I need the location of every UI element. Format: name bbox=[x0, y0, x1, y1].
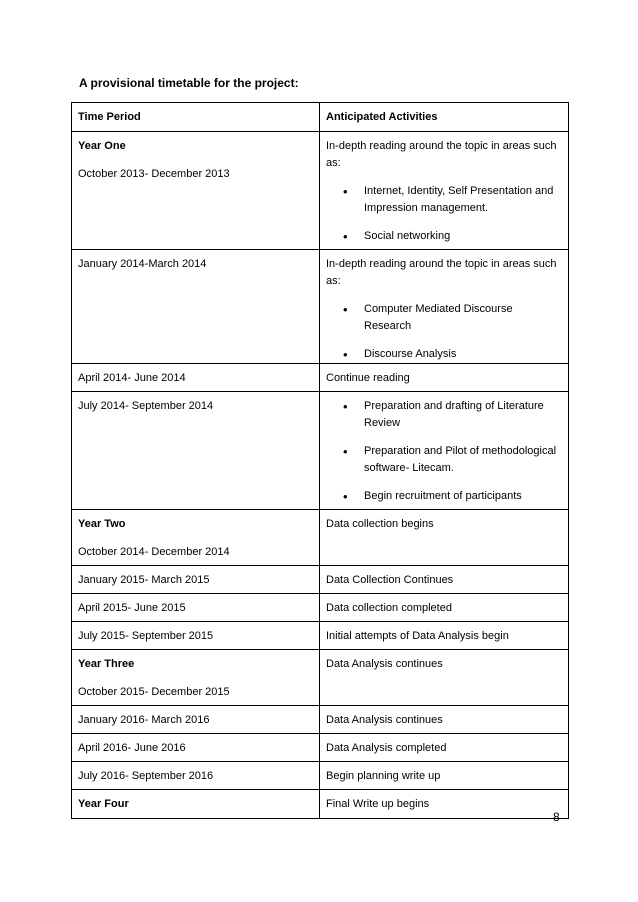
list-item: • Social networking bbox=[326, 228, 562, 245]
row-period: July 2016- September 2016 bbox=[78, 770, 214, 782]
row-period: January 2015- March 2015 bbox=[78, 574, 210, 586]
row-activity: Begin planning write up bbox=[326, 770, 441, 782]
row-activity: Data Analysis continues bbox=[326, 658, 443, 670]
row-period: Year Two bbox=[78, 518, 126, 530]
page-heading: A provisional timetable for the project: bbox=[79, 76, 299, 90]
row-activity: Data Analysis continues bbox=[326, 714, 443, 726]
table-row bbox=[72, 706, 569, 734]
row-period: Year One bbox=[78, 140, 126, 152]
row-period-sub: October 2013- December 2013 bbox=[78, 168, 230, 180]
row-period: Year Three bbox=[78, 658, 135, 670]
row-activity: Final Write up begins bbox=[326, 798, 430, 810]
activity-list bbox=[326, 398, 562, 505]
row-activity: Data collection completed bbox=[326, 602, 452, 614]
activity-list bbox=[326, 183, 562, 245]
activity-list bbox=[326, 301, 562, 363]
table-header-row bbox=[72, 103, 569, 132]
row-activity: Data Analysis completed bbox=[326, 742, 447, 754]
table-row bbox=[72, 734, 569, 762]
list-item: • Discourse Analysis bbox=[326, 346, 562, 363]
row-period: April 2016- June 2016 bbox=[78, 742, 186, 754]
row-period: Year Four bbox=[78, 798, 129, 810]
row-activity: Continue reading bbox=[326, 372, 410, 384]
row-period-sub: October 2015- December 2015 bbox=[78, 686, 230, 698]
row-period: April 2014- June 2014 bbox=[78, 372, 186, 384]
table-row bbox=[72, 594, 569, 622]
table-row bbox=[72, 622, 569, 650]
row-activity: Data collection begins bbox=[326, 518, 434, 530]
list-item: • Preparation and drafting of Literature Review bbox=[326, 398, 562, 432]
row-activity-intro: In-depth reading around the topic in areas such as: bbox=[326, 140, 557, 169]
table-row bbox=[72, 132, 569, 250]
list-item: • Begin recruitment of participants bbox=[326, 488, 562, 505]
row-period: July 2015- September 2015 bbox=[78, 630, 214, 642]
row-period: January 2014-March 2014 bbox=[78, 258, 207, 270]
page-number: 8 bbox=[553, 810, 560, 824]
header-time-period: Time Period bbox=[78, 111, 141, 123]
row-activity-intro: In-depth reading around the topic in areas such as: bbox=[326, 258, 557, 287]
row-period: July 2014- September 2014 bbox=[78, 400, 214, 412]
table-row bbox=[72, 510, 569, 566]
table-row bbox=[72, 364, 569, 392]
row-period-sub: October 2014- December 2014 bbox=[78, 546, 230, 558]
row-activity: Initial attempts of Data Analysis begin bbox=[326, 630, 509, 642]
table-row bbox=[72, 762, 569, 790]
table-row bbox=[72, 566, 569, 594]
table-row bbox=[72, 392, 569, 510]
table-row bbox=[72, 250, 569, 364]
header-anticipated-activities: Anticipated Activities bbox=[326, 111, 438, 123]
list-item: • Internet, Identity, Self Presentation and Impression management. bbox=[326, 183, 562, 217]
timetable bbox=[71, 102, 569, 819]
list-item: • Computer Mediated Discourse Research bbox=[326, 301, 562, 335]
row-period: January 2016- March 2016 bbox=[78, 714, 210, 726]
list-item: • Preparation and Pilot of methodological software- Litecam. bbox=[326, 443, 562, 477]
row-period: April 2015- June 2015 bbox=[78, 602, 186, 614]
row-activity: Data Collection Continues bbox=[326, 574, 454, 586]
table-row bbox=[72, 650, 569, 706]
table-row bbox=[72, 790, 569, 819]
